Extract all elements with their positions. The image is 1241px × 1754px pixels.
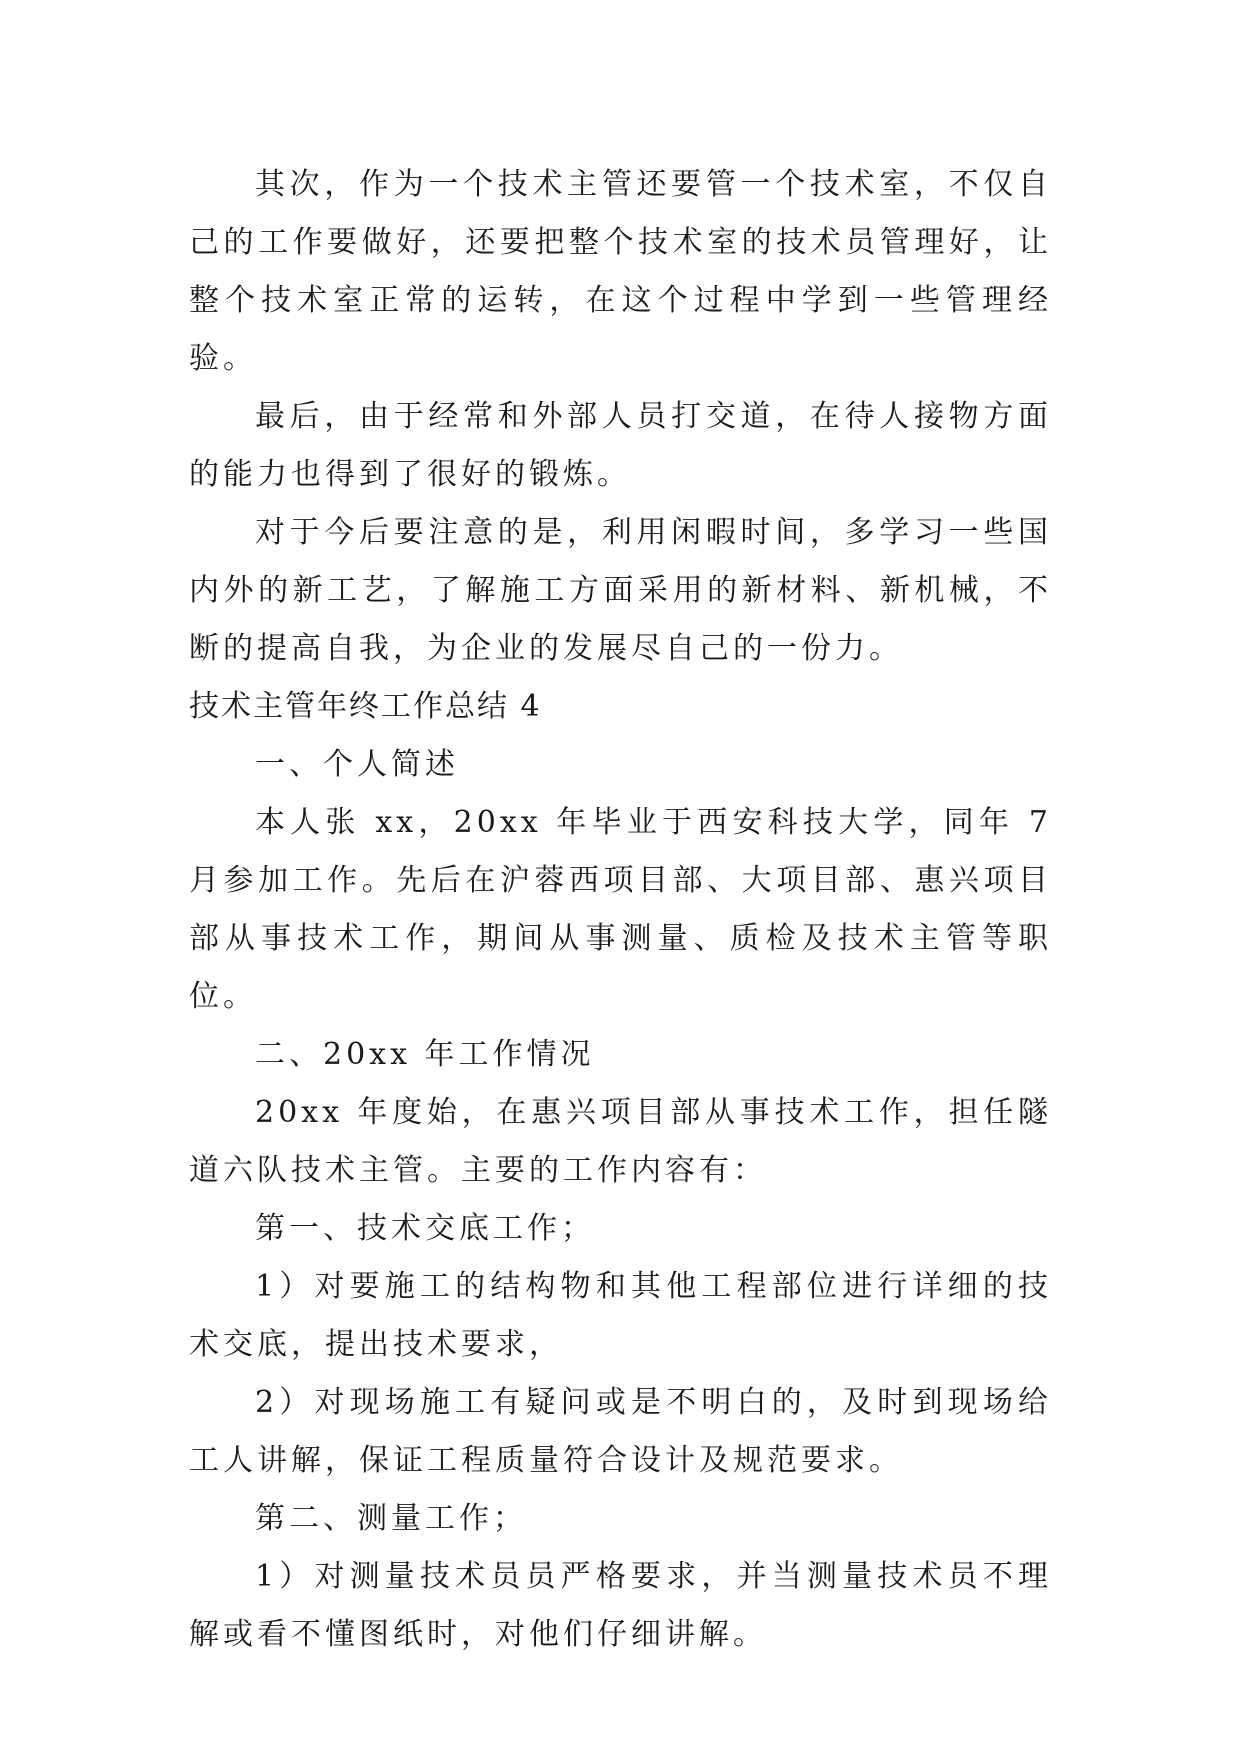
section-heading: 技术主管年终工作总结 4	[189, 689, 542, 724]
list-item-surveying-1: 1）对测量技术员员严格要求，并当测量技术员不理解或看不懂图纸时，对他们仔细讲解。	[189, 1559, 1052, 1652]
paragraph-management: 其次，作为一个技术主管还要管一个技术室，不仅自己的工作要做好，还要把整个技术室的技术员管理好，让整个技术室正常的运转，在这个过程中学到一些管理经验。	[189, 167, 1052, 376]
paragraph-communication: 最后，由于经常和外部人员打交道，在待人接物方面的能力也得到了很好的锻炼。	[189, 399, 1052, 492]
subheading-personal-summary: 一、个人简述	[255, 747, 459, 782]
paragraph-work-status: 20xx 年度始，在惠兴项目部从事技术工作，担任隧道六队技术主管。主要的工作内容有：	[189, 1095, 1052, 1188]
list-item-briefing-1: 1）对要施工的结构物和其他工程部位进行详细的技术交底，提出技术要求，	[189, 1269, 1052, 1362]
subheading-work-status: 二、20xx 年工作情况	[255, 1037, 595, 1072]
list-item-briefing-2: 2）对现场施工有疑问或是不明白的，及时到现场给工人讲解，保证工程质量符合设计及规范要求。	[189, 1385, 1052, 1478]
document-body	[189, 156, 1052, 1664]
subheading-technical-briefing: 第一、技术交底工作；	[255, 1211, 595, 1246]
paragraph-future-plan: 对于今后要注意的是，利用闲暇时间，多学习一些国内外的新工艺，了解施工方面采用的新材料、新机械，不断的提高自我，为企业的发展尽自己的一份力。	[189, 515, 1052, 666]
paragraph-personal-summary: 本人张 xx，20xx 年毕业于西安科技大学，同年 7 月参加工作。先后在沪蓉西项目部、大项目部、惠兴项目部从事技术工作，期间从事测量、质检及技术主管等职位。	[189, 805, 1052, 1014]
subheading-surveying: 第二、测量工作；	[255, 1501, 527, 1536]
